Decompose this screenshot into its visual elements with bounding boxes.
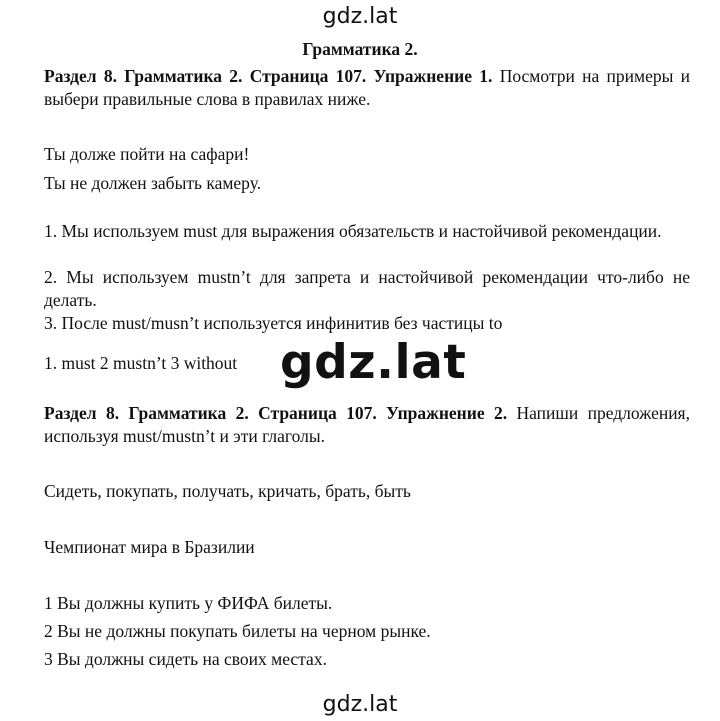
- exercise2-instruction: Напиши предложения, используя must/mustn’t и эти глаголы.: [44, 403, 690, 446]
- exercise2-sentence-2: 2 Вы не должны покупать билеты на черном рынке.: [44, 621, 431, 641]
- exercise2-sentence-1: 1 Вы должны купить у ФИФА билеты.: [44, 593, 333, 613]
- watermark-top: gdz.lat: [322, 4, 398, 29]
- watermark-bottom: gdz.lat: [322, 692, 398, 717]
- exercise1-rule-3: 3. После must/musn’t используется инфинитив без частицы to: [44, 313, 503, 333]
- exercise1-example-1: Ты долже пойти на сафари!: [44, 144, 250, 164]
- exercise1-rule-1: 1. Мы используем must для выражения обязательств и настойчивой рекомендации.: [44, 221, 662, 241]
- exercise1-rule-2: 2. Мы используем mustn’t для запрета и настойчивой рекомендации что-либо не делать.: [44, 267, 690, 310]
- exercise2-topic: Чемпионат мира в Бразилии: [44, 537, 255, 557]
- watermark-middle: gdz.lat: [280, 335, 467, 390]
- exercise1-heading: Раздел 8. Грамматика 2. Страница 107. Упражнение 1.: [44, 66, 493, 86]
- exercise2-verbs: Сидеть, покупать, получать, кричать, брать, быть: [44, 481, 411, 501]
- exercise1-answer: 1. must 2 mustn’t 3 without: [44, 353, 238, 373]
- exercise1-instruction: Посмотри на примеры и выбери правильные слова в правилах ниже.: [44, 66, 691, 109]
- page-title: Грамматика 2.: [302, 39, 418, 59]
- exercise2-heading: Раздел 8. Грамматика 2. Страница 107. Упражнение 2.: [44, 403, 508, 423]
- exercise2-heading-paragraph: [44, 402, 690, 448]
- exercise2-sentence-3: 3 Вы должны сидеть на своих местах.: [44, 649, 327, 669]
- exercise1-heading-paragraph: [44, 65, 690, 111]
- exercise1-example-2: Ты не должен забыть камеру.: [44, 173, 262, 193]
